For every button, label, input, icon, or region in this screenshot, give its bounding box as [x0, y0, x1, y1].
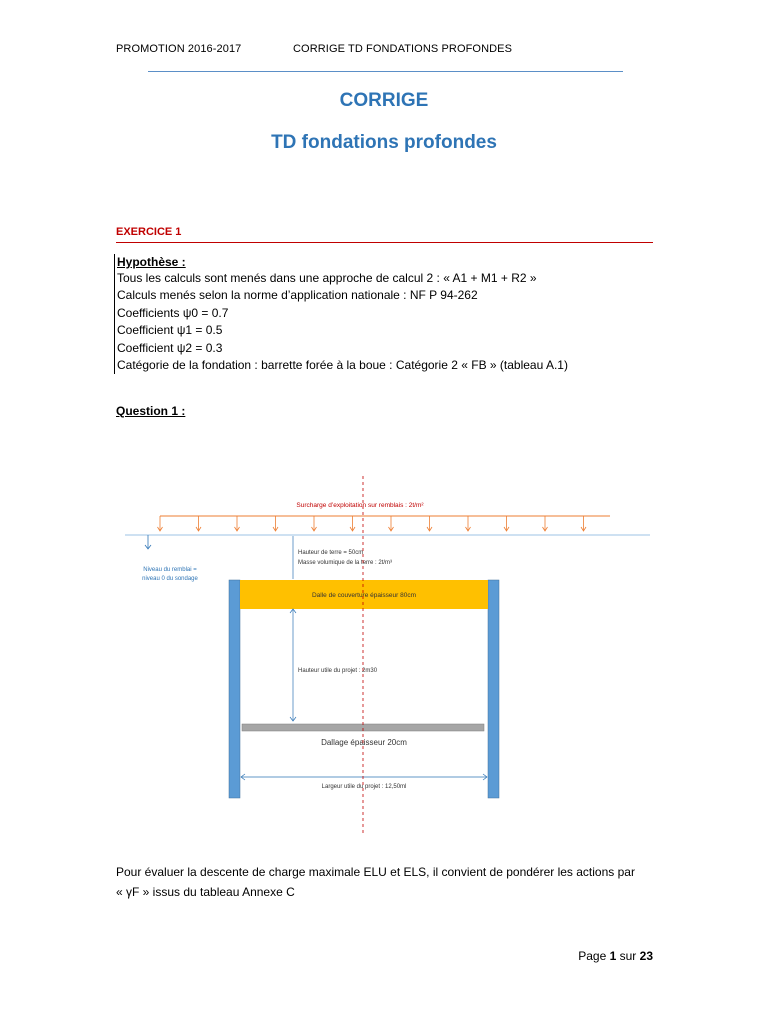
useful-width-label: Largeur utile du projet : 12,50ml	[321, 784, 407, 790]
hypothesis-line: Coefficients ψ0 = 0.7	[117, 305, 229, 320]
niveau-label-1: Niveau du remblai =	[143, 567, 197, 573]
header-rule	[148, 71, 623, 72]
hypothesis-line: Coefficient ψ1 = 0.5	[117, 323, 223, 338]
page-middle: sur	[616, 949, 640, 963]
page-title: CORRIGE	[339, 90, 429, 111]
exercise-heading: EXERCICE 1	[116, 226, 182, 238]
body-paragraph	[116, 862, 676, 902]
page-current: 1	[609, 949, 617, 963]
hypothesis-line: Catégorie de la fondation : barrette forée à la boue : Catégorie 2 « FB » (tableau A.1)	[117, 358, 568, 373]
niveau-label-2: niveau 0 du sondage	[142, 576, 198, 582]
question-heading: Question 1 :	[116, 404, 186, 418]
right-wall	[488, 580, 499, 798]
earth-height-label: Hauteur de terre = 50cm	[298, 550, 364, 556]
page-number	[560, 949, 653, 963]
dallage-label: Dallage épaisseur 20cm	[321, 738, 407, 747]
header-center: CORRIGE TD FONDATIONS PROFONDES	[293, 43, 513, 55]
page-prefix: Page	[578, 949, 610, 963]
hypothesis-line: Coefficient ψ2 = 0.3	[117, 340, 223, 355]
structure-diagram	[120, 468, 660, 833]
paragraph-line: Pour évaluer la descente de charge maximale ELU et ELS, il convient de pondérer les actions par	[116, 865, 635, 879]
exercise-rule	[116, 242, 653, 243]
left-wall	[229, 580, 240, 798]
surcharge-arrows	[158, 516, 587, 531]
page-total: 23	[639, 949, 653, 963]
hypothesis-block	[114, 254, 657, 374]
useful-height-label: Hauteur utile du projet : 2m30	[298, 668, 378, 674]
surcharge-label: Surcharge d’exploitation sur remblais : 2t/m²	[296, 502, 424, 509]
header-left: PROMOTION 2016-2017	[116, 43, 242, 55]
hypothesis-line: Calculs menés selon la norme d’application nationale : NF P 94-262	[117, 288, 478, 303]
hypothesis-line: Tous les calculs sont menés dans une approche de calcul 2 : « A1 + M1 + R2 »	[117, 271, 537, 285]
hypothesis-title: Hypothèse :	[117, 255, 186, 269]
earth-density-label: Masse volumique de la terre : 2t/m³	[298, 560, 393, 566]
page-subtitle: TD fondations profondes	[271, 132, 497, 153]
paragraph-line: « γF » issus du tableau Annexe C	[116, 885, 295, 899]
slab-label: Dalle de couverture épaisseur 80cm	[311, 592, 417, 599]
